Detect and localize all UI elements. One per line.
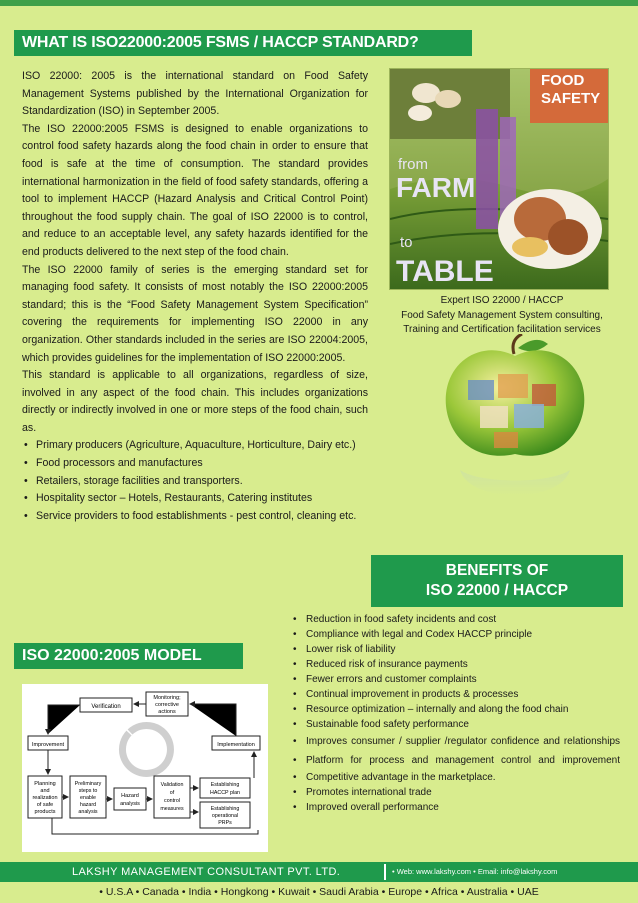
validation-label: Validation xyxy=(160,782,184,788)
improvement-label: Improvement xyxy=(31,742,65,748)
prp-label: PRPs xyxy=(218,820,232,826)
prp-label: operational xyxy=(211,813,239,819)
iso-model-flowchart xyxy=(22,684,268,852)
model-heading: ISO 22000:2005 MODEL xyxy=(14,643,243,669)
list-item: • Fewer errors and customer complaints xyxy=(290,672,620,687)
list-item: • Promotes international trade xyxy=(290,785,620,800)
benefits-heading xyxy=(371,555,623,607)
preliminary-label: hazard xyxy=(79,802,97,808)
list-item: • Food processors and manufactures xyxy=(22,455,368,473)
prp-label: Establishing xyxy=(210,806,240,812)
list-item: • Primary producers (Agriculture, Aquaculture, Horticulture, Dairy etc.) xyxy=(22,437,368,455)
monitoring-label: actions xyxy=(158,709,176,715)
footer-band xyxy=(0,862,638,882)
list-item: • Service providers to food establishments - pest control, cleaning etc. xyxy=(22,508,368,526)
list-item: • Platform for process and management control and improvement xyxy=(290,751,620,770)
photo-to-text: to xyxy=(400,234,413,251)
intro-paragraph-2: The ISO 22000:2005 FSMS is designed to enable organizations to control food safety hazards along the food chain in order to ensure that food is safe at the time of consumption. The standard provides international harmonization in the field of food safety standards, offering a tool to implement HACCP (Hazard Analysis and Critical Control Point) throughout the food supply chain. The goal of ISO 22000 is to control, and reduce to an acceptable level, any safety hazards identified for the end products delivered to the next step of the food chain. xyxy=(22,122,368,258)
caption-line-1: Expert ISO 22000 / HACCP xyxy=(440,295,564,306)
validation-label: control xyxy=(164,798,180,804)
apple-collage-illustration xyxy=(440,334,590,524)
main-heading: WHAT IS ISO22000:2005 FSMS / HACCP STANDARD? xyxy=(14,30,472,56)
validation-label: of xyxy=(169,790,175,796)
hazard-label: analysis xyxy=(120,801,140,807)
haccp-label: HACCP plan xyxy=(210,790,240,796)
intro-paragraph-3: The ISO 22000 family of series is the emerging standard set for managing food safety. It consists of most notably the ISO 22000:2005 standard; this is the “Food Safety Management System Specification” covering the requirements for implementing ISO 22000 in any organization. Other standards included in the series are ISO 22004:2005, which provides guidelines for the implementation of ISO 22000:2005. xyxy=(22,263,368,364)
benefits-heading-line-1: BENEFITS OF xyxy=(445,562,549,579)
preliminary-label: enable xyxy=(80,795,96,801)
list-item: • Improves consumer / supplier /regulator confidence and relationships xyxy=(290,732,620,751)
iso-model-diagram xyxy=(22,684,268,852)
verification-label: Verification xyxy=(91,704,121,710)
list-item: • Hospitality sector – Hotels, Restaurants, Catering institutes xyxy=(22,490,368,508)
list-item: • Resource optimization – internally and along the food chain xyxy=(290,702,620,717)
photo-from-text: from xyxy=(398,156,428,173)
photo-food-text: FOOD xyxy=(541,72,585,89)
caption-line-2: Food Safety Management System consulting, xyxy=(401,309,603,321)
footer-separator xyxy=(384,864,386,880)
list-item: • Competitive advantage in the marketplace. xyxy=(290,770,620,785)
list-item: • Continual improvement in products & processes xyxy=(290,687,620,702)
list-item: • Retailers, storage facilities and transporters. xyxy=(22,473,368,491)
preliminary-label: steps to xyxy=(78,788,98,794)
planning-label: Planning xyxy=(34,781,56,787)
organization-list xyxy=(22,437,368,525)
intro-paragraph-1: ISO 22000: 2005 is the international standard on Food Safety Management Systems published by the International Organization for Standardization (ISO) in September 2005. xyxy=(22,70,368,118)
validation-label: measures xyxy=(160,806,184,812)
planning-label: and xyxy=(40,788,50,794)
countries-line: • U.S.A • Canada • India • Hongkong • Kuwait • Saudi Arabia • Europe • Africa • Australia • UAE xyxy=(99,886,539,898)
caption-line-3: Training and Certification facilitation services xyxy=(403,324,601,335)
hazard-label: Hazard xyxy=(121,793,139,799)
preliminary-label: analysis xyxy=(78,809,98,815)
food-safety-illustration xyxy=(390,69,608,289)
monitoring-label: Monitoring; xyxy=(153,695,181,701)
planning-label: products xyxy=(34,809,56,815)
list-item: • Lower risk of liability xyxy=(290,642,620,657)
list-item: • Compliance with legal and Codex HACCP principle xyxy=(290,627,620,642)
preliminary-label: Preliminary xyxy=(74,781,102,787)
monitoring-label: corrective xyxy=(155,702,179,708)
top-accent-bar xyxy=(0,0,638,6)
photo-farm-text: FARM xyxy=(396,172,476,203)
list-item: • Sustainable food safety performance xyxy=(290,717,620,732)
intro-text xyxy=(22,68,368,525)
list-item: • Improved overall performance xyxy=(290,800,620,815)
planning-label: realization xyxy=(32,795,58,801)
list-item: • Reduction in food safety incidents and cost xyxy=(290,612,620,627)
intro-paragraph-4: This standard is applicable to all organizations, regardless of size, involved in any aspect of the food chain. This includes organizations directly or indirectly involved in one or more steps of the food chain, such as. xyxy=(22,369,368,434)
list-item: • Reduced risk of insurance payments xyxy=(290,657,620,672)
company-name: LAKSHY MANAGEMENT CONSULTANT PVT. LTD. xyxy=(72,866,341,878)
food-safety-photo xyxy=(389,68,609,290)
services-caption xyxy=(378,294,626,338)
planning-label: of safe xyxy=(36,802,54,808)
apple-collage-image xyxy=(440,334,590,524)
photo-safety-text: SAFETY xyxy=(541,90,601,107)
benefits-heading-line-2: ISO 22000 / HACCP xyxy=(425,582,569,599)
haccp-label: Establishing xyxy=(210,782,240,788)
benefits-list xyxy=(290,612,620,815)
contact-info: • Web: www.lakshy.com • Email: info@lakshy.com xyxy=(392,867,558,876)
implementation-label: Implementation xyxy=(217,742,255,748)
photo-table-text: TABLE xyxy=(396,255,494,288)
